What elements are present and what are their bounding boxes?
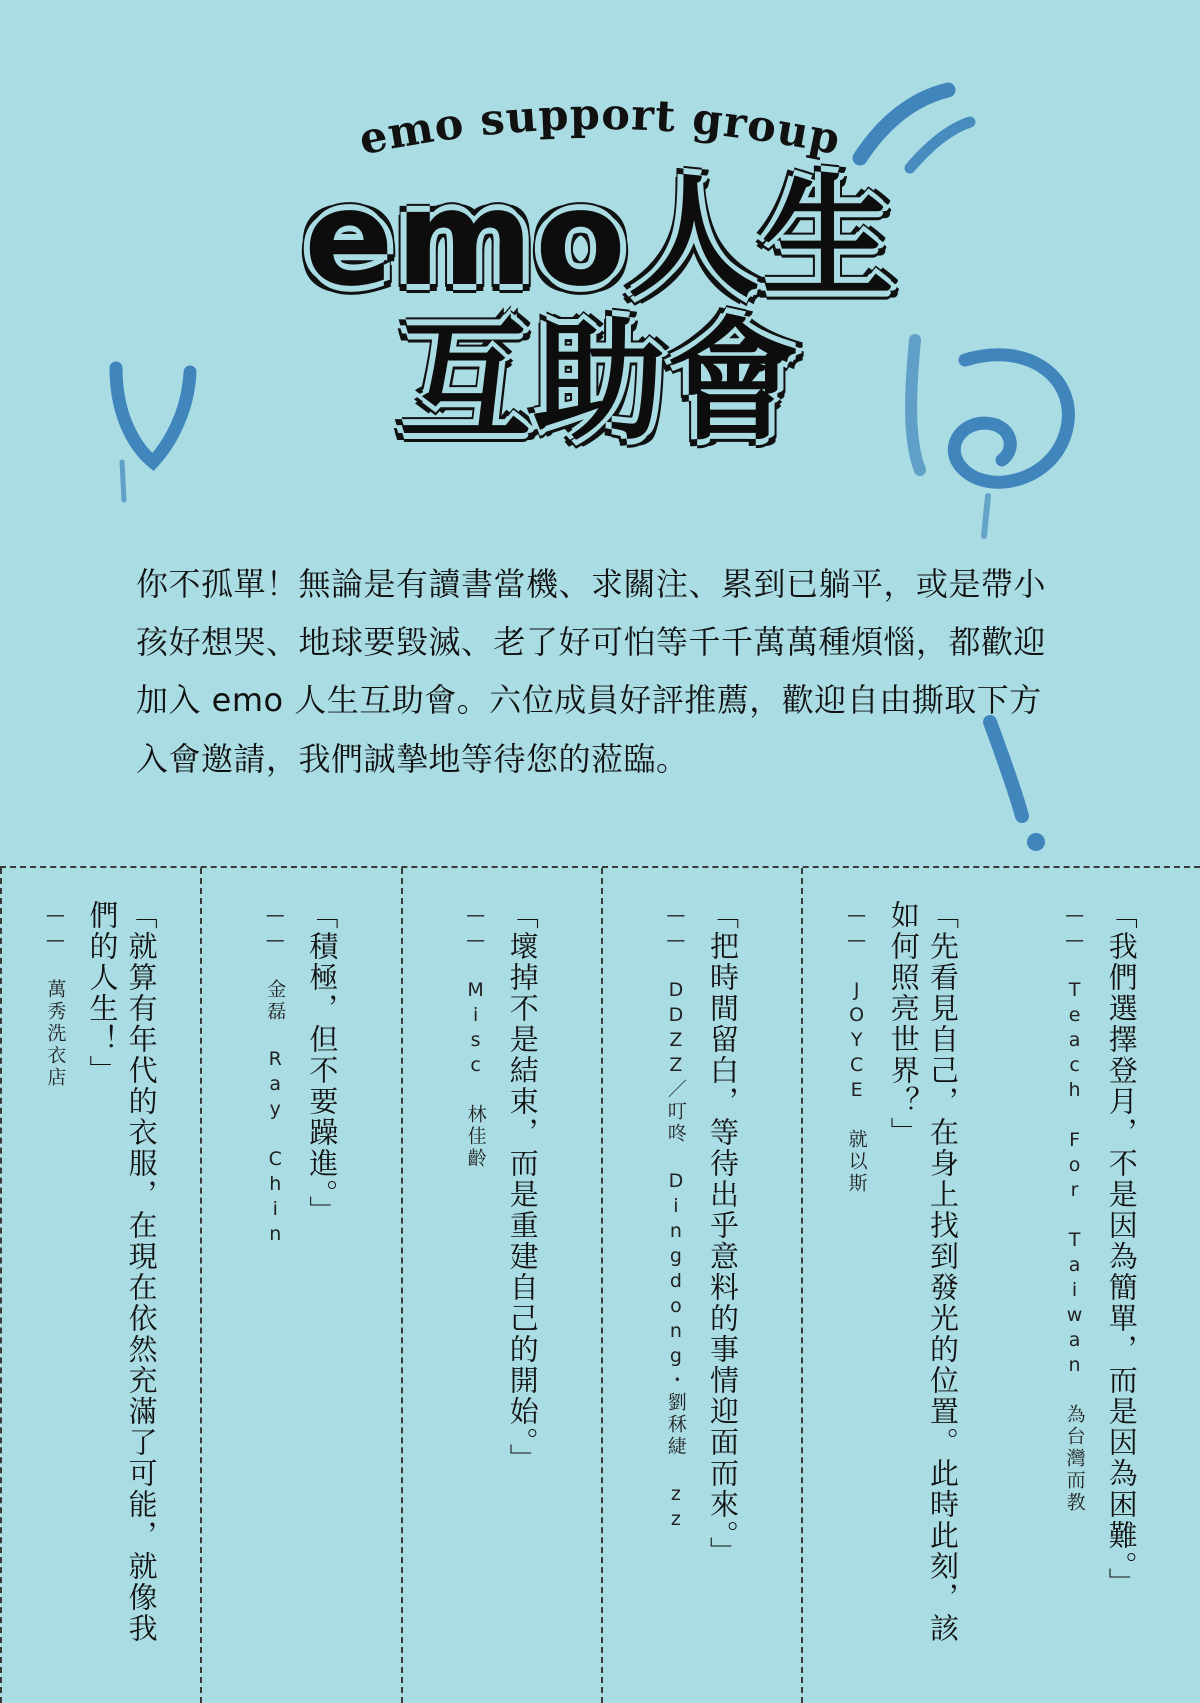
tearoff-attribution: —— 金磊 Ray Chin: [264, 904, 287, 1248]
tearoff-strip-row: [0, 868, 1200, 1703]
page-title-line-2: 互助會: [399, 305, 801, 460]
tearoff-attribution: —— Misc 林佳齡: [464, 904, 487, 1170]
tearoff-strip[interactable]: [200, 868, 400, 1703]
tearoff-quote: 「積極，但不要躁進。」: [305, 900, 340, 1227]
tearoff-strip[interactable]: [1002, 868, 1200, 1703]
tearoff-quote: 「就算有年代的衣服，在現在依然充滿了可能，就像我們的人生！」: [85, 900, 159, 1644]
tearoff-attribution: —— JOYCE 就以斯: [845, 904, 868, 1195]
page-title: [0, 162, 1200, 460]
page-title-line-1: emo人生: [304, 162, 896, 316]
tearoff-strip[interactable]: [601, 868, 801, 1703]
tearoff-attribution: —— Teach For Taiwan 為台灣而教: [1063, 904, 1086, 1514]
tearoff-strip[interactable]: [401, 868, 601, 1703]
tearoff-attribution: —— DDZZ／叮咚 Dingdong・劉秝緁 zz: [664, 904, 687, 1533]
tearoff-strip[interactable]: [0, 868, 200, 1703]
tearoff-quote: 「壞掉不是結束，而是重建自己的開始。」: [505, 900, 540, 1475]
arc-headline-text: emo support group: [354, 89, 845, 166]
tearoff-strip[interactable]: [801, 868, 1001, 1703]
tearoff-attribution: —— 萬秀洗衣店: [44, 904, 67, 1089]
tearoff-quote: 「先看見自己，在身上找到發光的位置。此時此刻，該如何照亮世界？」: [886, 900, 960, 1644]
tearoff-quote: 「把時間留白，等待出乎意料的事情迎面而來。」: [706, 900, 741, 1568]
intro-paragraph: 你不孤單！無論是有讀書當機、求關注、累到已躺平，或是帶小孩好想哭、地球要毀滅、老了好可怕等千千萬萬種煩惱，都歡迎加入 emo 人生互助會。六位成員好評推薦，歡迎自由撕取下方入會邀請，我們誠摯地等待您的蒞臨。: [136, 565, 1047, 778]
tearoff-quote: 「我們選擇登月，不是因為簡單，而是因為困難。」: [1104, 900, 1139, 1599]
